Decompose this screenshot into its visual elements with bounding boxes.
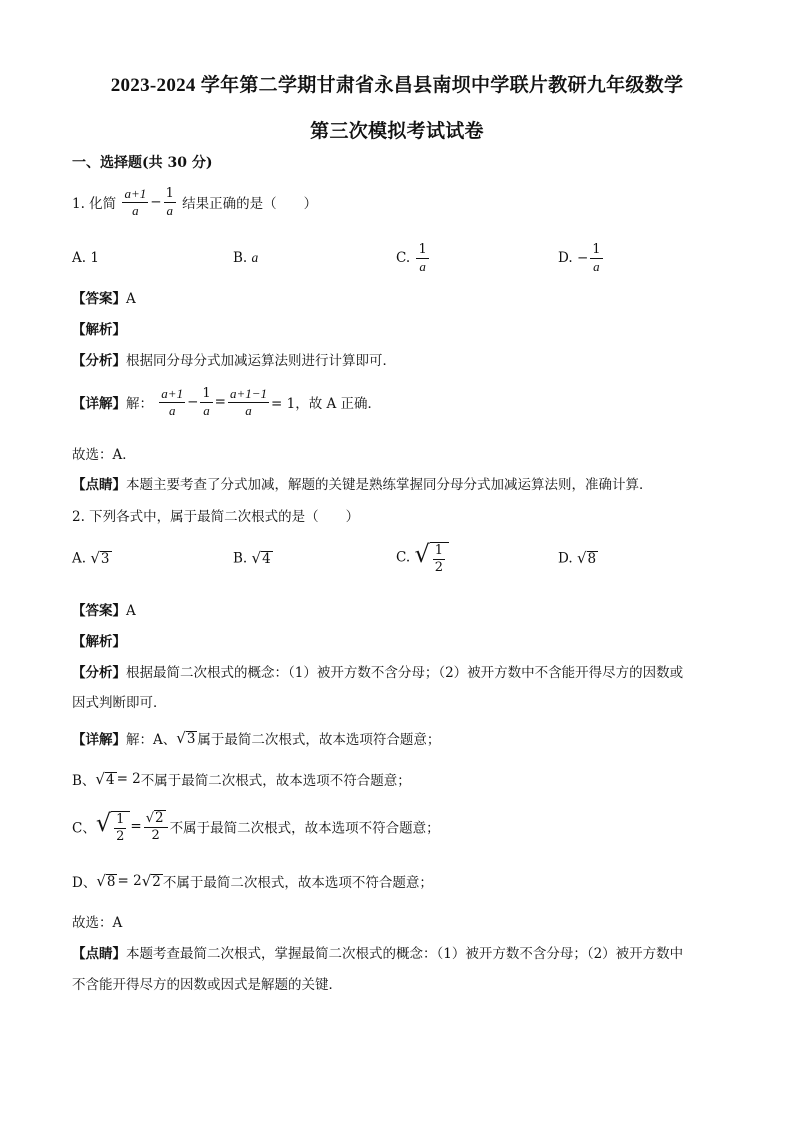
q1-dianjing bbox=[72, 473, 653, 493]
q2-option-c bbox=[396, 540, 449, 575]
q1-option-b bbox=[233, 250, 258, 266]
q2-xj-c-rden: 2 bbox=[151, 827, 160, 843]
q2-option-a-label: A. bbox=[72, 550, 87, 567]
q1-frac-1-num: a+1 bbox=[124, 186, 147, 201]
q2-option-a bbox=[72, 549, 112, 568]
q2-option-b bbox=[233, 549, 273, 568]
q2-fenxi-line-2: 因式判断即可． bbox=[72, 695, 167, 711]
q1-xj-eq: = bbox=[214, 394, 226, 411]
q1-option-c-label: C. bbox=[396, 250, 411, 267]
q1-xj-frac-2 bbox=[200, 386, 212, 418]
q1-option-c-num: 1 bbox=[418, 242, 427, 257]
q2-option-d-sqrt: √8 bbox=[576, 549, 597, 567]
q2-xj-c-eq: = bbox=[130, 818, 142, 835]
q2-xj-a-suffix: 属于最简二次根式，故本选项符合题意； bbox=[197, 732, 441, 748]
q2-xj-c-prefix: C、 bbox=[72, 820, 96, 837]
q1-option-a bbox=[72, 250, 99, 266]
q2-xj-b-eq: = 2 bbox=[116, 771, 141, 787]
q2-option-b-rad: 4 bbox=[262, 551, 271, 567]
q2-dianjing-tag: 【点睛】 bbox=[72, 946, 126, 962]
q1-option-a-label: A. bbox=[72, 250, 87, 266]
q1-frac-1 bbox=[122, 186, 148, 218]
q2-xiangjie-a bbox=[72, 728, 440, 748]
q1-fenxi bbox=[72, 349, 396, 369]
q1-analysis-tag: 【解析】 bbox=[72, 322, 126, 338]
q1-frac-2-den: a bbox=[166, 202, 173, 218]
q2-xj-c-sqrt: √ $\frac{1}{2}$ bbox=[96, 809, 131, 844]
q2-xiangjie-tag: 【详解】 bbox=[72, 732, 126, 748]
q2-stem: 2. 下列各式中，属于最简二次根式的是（ ） bbox=[72, 509, 360, 525]
q1-stem bbox=[72, 186, 317, 218]
q2-option-c-label: C. bbox=[396, 549, 411, 566]
q2-dianjing-text-1: 本题考查最简二次根式，掌握最简二次根式的概念：（1）被开方数不含分母；（2）被开方数中 bbox=[126, 946, 684, 962]
q1-frac-2 bbox=[164, 186, 176, 218]
q2-option-d-label: D. bbox=[558, 550, 573, 567]
q1-xj-frac-1 bbox=[159, 386, 185, 418]
q1-option-c bbox=[396, 242, 431, 274]
q1-answer-value: A bbox=[126, 291, 136, 307]
q2-xj-c-suffix: 不属于最简二次根式，故本选项不符合题意； bbox=[169, 820, 440, 837]
q1-xj-frac-2-num: 1 bbox=[202, 386, 211, 401]
q1-xj-frac-3 bbox=[228, 386, 269, 418]
q2-answer-tag: 【答案】 bbox=[72, 603, 126, 619]
q2-xj-c-den: 2 bbox=[116, 828, 125, 844]
q1-xj-frac-1-num: a+1 bbox=[161, 386, 184, 401]
q2-choose: 故选：A bbox=[72, 915, 123, 931]
q1-option-b-text: a bbox=[251, 250, 259, 265]
q2-xiangjie-c bbox=[72, 809, 440, 844]
q2-xj-c-rhs: $\frac{√2}{2}$ bbox=[144, 810, 168, 843]
q2-fenxi-text-1: 根据最简二次根式的概念：（1）被开方数不含分母；（2）被开方数中不含能开得尽方的因数或 bbox=[126, 665, 684, 681]
q1-minus: − bbox=[150, 194, 162, 211]
q1-fenxi-text: 根据同分母分式加减运算法则进行计算即可． bbox=[126, 353, 396, 369]
q2-xj-b-prefix: B、 bbox=[72, 773, 96, 789]
q1-xiangjie-tag: 【详解】 bbox=[72, 396, 126, 413]
q2-answer-value: A bbox=[126, 603, 136, 619]
section-heading: 一、选择题(共 30 分) bbox=[72, 155, 213, 171]
q2-option-a-sqrt: √3 bbox=[90, 549, 110, 567]
q2-xiangjie-b bbox=[72, 769, 411, 789]
q1-stem-prefix: 1. 化简 bbox=[72, 196, 117, 213]
q2-option-b-label: B. bbox=[233, 550, 248, 567]
q1-xiangjie bbox=[72, 386, 381, 418]
q1-option-d-sign: − bbox=[576, 250, 589, 267]
q1-fenxi-tag: 【分析】 bbox=[72, 353, 126, 369]
q1-option-d-label: D. bbox=[558, 250, 573, 267]
q1-answer-tag: 【答案】 bbox=[72, 291, 126, 307]
q2-xj-d-rad-2: 2 bbox=[152, 873, 161, 890]
title-line-2: 第三次模拟考试试卷 bbox=[310, 121, 484, 142]
q2-answer bbox=[72, 599, 136, 619]
q2-xj-d-eq: = 2 bbox=[117, 873, 142, 889]
q1-option-d bbox=[558, 242, 605, 274]
q2-xj-b-rad: 4 bbox=[105, 771, 115, 788]
q2-xj-b-sqrt: √4 bbox=[95, 769, 115, 788]
q2-analysis-tag: 【解析】 bbox=[72, 634, 126, 650]
q2-option-a-rad: 3 bbox=[100, 551, 110, 567]
q2-option-b-sqrt: √4 bbox=[251, 549, 271, 567]
q2-xiangjie-d bbox=[72, 871, 433, 891]
q2-xj-d-prefix: D、 bbox=[72, 875, 97, 891]
q2-fenxi-tag: 【分析】 bbox=[72, 665, 126, 681]
q2-xj-a-prefix: 解：A、 bbox=[126, 732, 177, 748]
q2-dianjing-line-2: 不含能开得尽方的因数或因式是解题的关键． bbox=[72, 977, 342, 993]
q1-xj-frac-1-den: a bbox=[168, 402, 176, 418]
q2-xj-d-suffix: 不属于最简二次根式，故本选项不符合题意； bbox=[162, 875, 433, 891]
q2-xj-a-rad: 3 bbox=[186, 730, 196, 747]
q1-frac-1-den: a bbox=[132, 202, 139, 218]
q1-frac-2-num: 1 bbox=[165, 186, 174, 201]
q1-option-d-frac bbox=[590, 242, 602, 274]
title-line-1: 2023-2024 学年第二学期甘肃省永昌县南坝中学联片教研九年级数学 bbox=[110, 75, 684, 96]
q1-dianjing-text: 本题主要考查了分式加减，解题的关键是熟练掌握同分母分式加减运算法则，准确计算． bbox=[126, 477, 653, 493]
q1-xj-result: = 1，故 A 正确． bbox=[271, 396, 382, 413]
q1-stem-suffix: 结果正确的是（ ） bbox=[182, 196, 318, 213]
q2-option-d bbox=[558, 549, 598, 568]
q2-xj-a-sqrt: √3 bbox=[176, 728, 196, 747]
q1-xj-frac-2-den: a bbox=[203, 402, 210, 418]
q2-xj-d-sqrt: √8 bbox=[96, 871, 116, 890]
q2-option-d-rad: 8 bbox=[587, 551, 597, 567]
q2-xj-d-sqrt-2: √2 bbox=[141, 871, 161, 890]
q2-option-c-num: 1 bbox=[434, 542, 444, 558]
q2-fenxi-line-1 bbox=[72, 661, 683, 681]
q1-answer bbox=[72, 287, 136, 307]
q1-option-b-label: B. bbox=[233, 250, 248, 266]
q1-choose: 故选：A． bbox=[72, 447, 136, 463]
q2-xj-b-suffix: 不属于最简二次根式，故本选项不符合题意； bbox=[140, 773, 411, 789]
q2-dianjing-line-1 bbox=[72, 942, 683, 962]
q1-xj-minus: − bbox=[187, 394, 199, 411]
q1-xj-frac-3-num: a+1−1 bbox=[229, 386, 268, 401]
q2-xj-c-rnum: 2 bbox=[155, 809, 164, 826]
q1-xiangjie-prefix: 解： bbox=[126, 396, 153, 413]
q1-option-c-den: a bbox=[419, 258, 426, 274]
q1-option-d-den: a bbox=[593, 258, 600, 274]
q2-option-c-sqrt: √ $\frac{1}{2}$ bbox=[414, 540, 449, 575]
q2-xj-d-rad: 8 bbox=[106, 873, 116, 890]
q1-xj-frac-3-den: a bbox=[245, 402, 252, 418]
q2-option-c-den: 2 bbox=[434, 559, 444, 575]
q1-option-d-num: 1 bbox=[592, 242, 601, 257]
q2-xj-c-num: 1 bbox=[116, 811, 125, 827]
q1-option-a-text: 1 bbox=[90, 250, 99, 266]
q1-dianjing-tag: 【点睛】 bbox=[72, 477, 126, 493]
q1-option-c-frac bbox=[416, 242, 428, 274]
